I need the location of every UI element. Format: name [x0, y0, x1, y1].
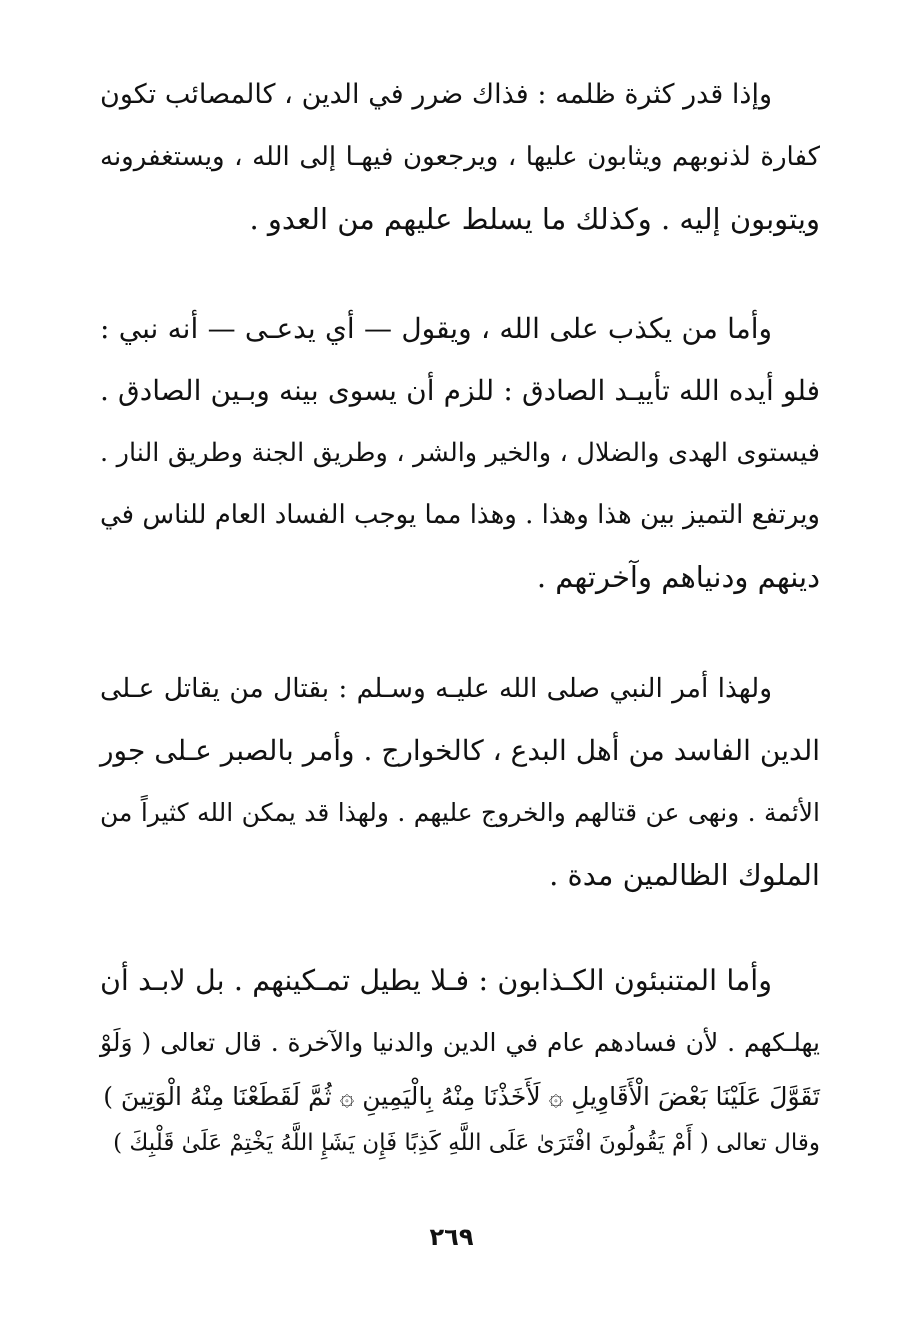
text-line: الدين الفاسد من أهل البدع ، كالخوارج . وأمر بالصبر عـلى جور	[100, 734, 820, 767]
text-line: يهلـكهم . لأن فسادهم عام في الدين والدنيا والآخرة . قال تعالى ( وَلَوْ	[100, 1028, 820, 1057]
page-number: ٢٦٩	[429, 1223, 474, 1251]
text-line: الملوك الظالمين مدة .	[549, 858, 820, 892]
text-line: فيستوى الهدى والضلال ، والخير والشر ، وطريق الجنة وطريق النار .	[100, 438, 820, 468]
text-line: دينهم ودنياهم وآخرتهم .	[536, 560, 820, 594]
text-line: وأما من يكذب على الله ، ويقول — أي يدعـى — أنه نبي :	[100, 312, 772, 345]
paragraph-2	[100, 298, 820, 608]
paragraph-3	[100, 658, 820, 906]
text-line: ولهذا أمر النبي صلى الله عليـه وسـلم : بقتال من يقاتل عـلى	[100, 673, 772, 704]
text-line: الأئمة . ونهى عن قتالهم والخروج عليهم . ولهذا قد يمكن الله كثيراً من	[100, 798, 820, 827]
paragraph-1	[100, 64, 820, 250]
text-line: وإذا قدر كثرة ظلمه : فذاك ضرر في الدين ، كالمصائب تكون	[100, 79, 772, 110]
text-line: وأما المتنبئون الكـذابون : فـلا يطيل تمـكينهم . بل لابـد أن	[100, 964, 772, 997]
text-line: فلو أيده الله تأييـد الصادق : للزم أن يسوى بينه وبـين الصادق .	[100, 374, 820, 407]
text-line: ويتوبون إليه . وكذلك ما يسلط عليهم من العدو .	[249, 202, 820, 236]
quran-verse-line: وقال تعالى ( أَمْ يَقُولُونَ افْتَرَىٰ عَلَى اللَّهِ كَذِبًا فَإِن يَشَإِ اللَّهُ يَخْتِمْ عَلَىٰ قَلْبِكَ )	[113, 1130, 820, 1156]
text-line: كفارة لذنوبهم ويثابون عليها ، ويرجعون فيهـا إلى الله ، ويستغفرونه	[100, 142, 820, 172]
text-line: ويرتفع التميز بين هذا وهذا . وهذا مما يوجب الفساد العام للناس في	[100, 500, 820, 530]
paragraph-4	[100, 950, 820, 1166]
quran-verse-line: تَقَوَّلَ عَلَيْنَا بَعْضَ الْأَقَاوِيلِ ۞ لَأَخَذْنَا مِنْهُ بِالْيَمِينِ ۞ ثُمَّ لَقَطَعْنَا مِنْهُ الْوَتِينَ )	[103, 1082, 820, 1111]
